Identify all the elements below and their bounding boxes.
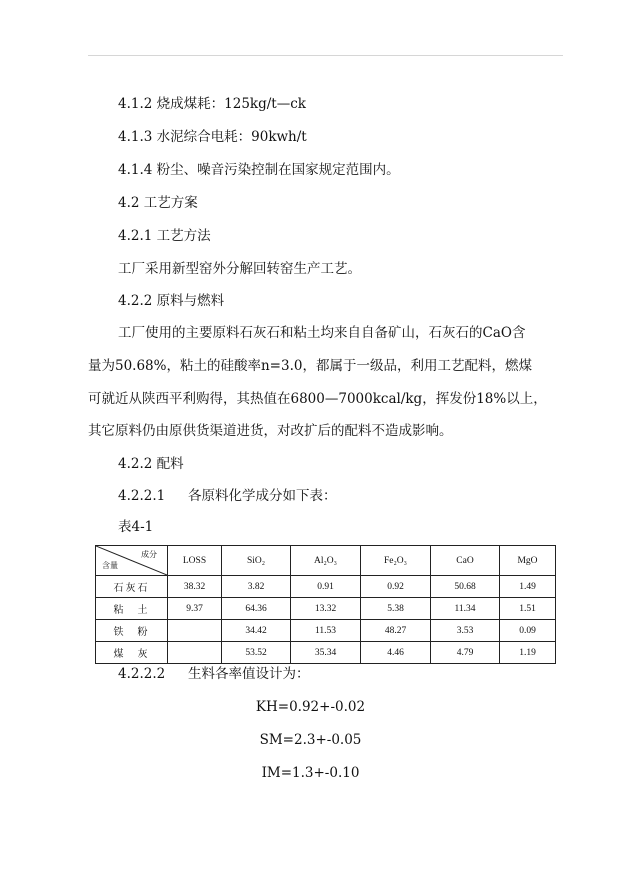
equation-kh: KH=0.92+-0.02 [255,699,366,715]
paragraph-4-2-2-line-4: 其它原料仍由原供货渠道进货，对改扩后的配料不造成影响。 [88,423,453,439]
raw-material-composition-table [95,545,556,664]
table-cell: 3.82 [222,576,291,598]
header-al2o3: Al₂O₃ [291,546,361,576]
table-cell: 11.34 [431,598,500,620]
table-row [96,620,556,642]
equation-im: IM=1.3+-0.10 [261,765,360,781]
row-label: 煤 灰 [96,642,168,664]
item-4-1-4: 4.1.4 粉尘、噪音污染控制在国家规定范围内。 [118,162,400,178]
section-4-2-2-batching-heading: 4.2.2 配料 [118,456,184,472]
header-loss: LOSS [168,546,222,576]
paragraph-4-2-2-line-2: 量为50.68%，粘土的硅酸率n=3.0，都属于一级品，利用工艺配料，燃煤 [88,358,532,374]
section-4-2-1-heading: 4.2.1 工艺方法 [118,228,211,244]
header-rule [88,55,563,56]
table-corner-cell [96,546,168,576]
item-4-1-3: 4.1.3 水泥综合电耗：90kwh/t [118,129,307,145]
row-label: 铁 粉 [96,620,168,642]
table-cell: 53.52 [222,642,291,664]
section-4-2-heading: 4.2 工艺方案 [118,195,198,211]
table-cell: 1.19 [500,642,556,664]
corner-component-label: 成分 [141,550,157,559]
table-cell: 11.53 [291,620,361,642]
table-cell: 0.91 [291,576,361,598]
table-cell: 3.53 [431,620,500,642]
table-cell: 38.32 [168,576,222,598]
section-4-2-2-1-number: 4.2.2.1 [118,488,166,504]
table-cell: 1.51 [500,598,556,620]
table-cell: 48.27 [361,620,431,642]
table-row [96,642,556,664]
table-cell: 4.46 [361,642,431,664]
table-row [96,576,556,598]
header-mgo: MgO [500,546,556,576]
table-cell [168,642,222,664]
table-cell: 1.49 [500,576,556,598]
table-row [96,598,556,620]
section-4-2-2-2-text: 生料各率值设计为： [188,666,310,682]
equation-sm: SM=2.3+-0.05 [259,732,362,748]
header-cao: CaO [431,546,500,576]
table-cell: 0.09 [500,620,556,642]
table-cell: 9.37 [168,598,222,620]
section-4-2-2-heading: 4.2.2 原料与燃料 [118,293,225,309]
table-cell: 64.36 [222,598,291,620]
table-cell: 34.42 [222,620,291,642]
paragraph-4-2-1: 工厂采用新型窑外分解回转窑生产工艺。 [118,261,361,277]
table-cell: 4.79 [431,642,500,664]
paragraph-4-2-2-line-1: 工厂使用的主要原料石灰石和粘土均来自自备矿山，石灰石的CaO含 [118,325,526,341]
table-cell: 5.38 [361,598,431,620]
row-label: 粘 土 [96,598,168,620]
table-header-row [96,546,556,576]
header-fe2o3: Fe₂O₃ [361,546,431,576]
header-sio2: SiO₂ [222,546,291,576]
corner-content-label: 含量 [102,561,118,570]
table-cell: 0.92 [361,576,431,598]
table-cell: 50.68 [431,576,500,598]
table-caption: 表4-1 [118,519,154,535]
section-4-2-2-2-number: 4.2.2.2 [118,666,166,682]
table-cell [168,620,222,642]
table-cell: 35.34 [291,642,361,664]
table-cell: 13.32 [291,598,361,620]
row-label: 石灰石 [96,576,168,598]
paragraph-4-2-2-line-3: 可就近从陕西平利购得，其热值在6800—7000kcal/kg，挥发份18%以上， [88,391,547,407]
section-4-2-2-1-text: 各原料化学成分如下表： [188,488,337,504]
item-4-1-2: 4.1.2 烧成煤耗：125kg/t—ck [118,96,306,112]
